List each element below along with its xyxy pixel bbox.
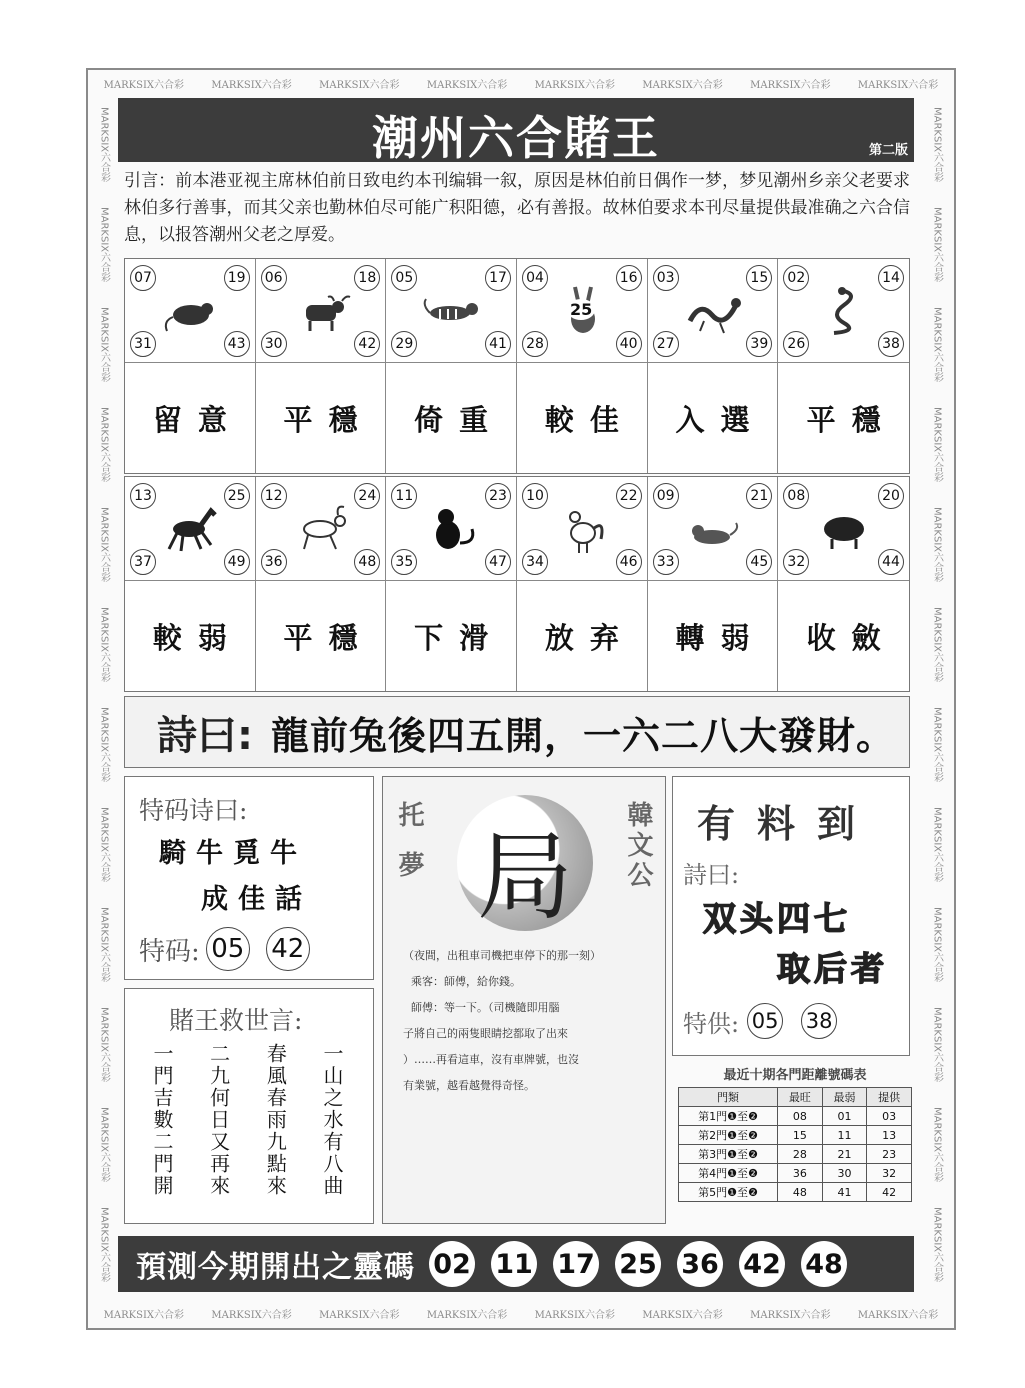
table-cell: 第5門❶至❷ (679, 1183, 778, 1202)
zodiac-grid-row-2 (124, 476, 910, 692)
rooster-icon (553, 499, 613, 559)
special-code-ball: 05 (206, 927, 250, 971)
saying-column: 春風春雨九點來 (263, 1043, 288, 1197)
prediction-ball: 02 (429, 1241, 475, 1287)
ox-icon (292, 281, 352, 341)
prediction-ball: 25 (615, 1241, 661, 1287)
material-box (672, 776, 910, 1056)
gate-table-panel (678, 1064, 912, 1202)
prediction-ball: 36 (677, 1241, 723, 1287)
material-code-label: 特供: (683, 1009, 740, 1038)
zodiac-cell (648, 259, 779, 363)
number-circle: 40 (616, 331, 642, 357)
number-circle: 16 (616, 265, 642, 291)
number-circle: 07 (130, 265, 156, 291)
zodiac-cell (517, 259, 648, 363)
dream-right-title: 韓文公 (623, 801, 653, 891)
table-cell: 03 (867, 1107, 912, 1126)
special-code-ball: 42 (266, 927, 310, 971)
number-circle: 15 (746, 265, 772, 291)
special-code-label: 特码: (139, 936, 200, 967)
table-row (679, 1145, 912, 1164)
special-line-2: 成佳話 (201, 884, 312, 915)
number-circle: 14 (878, 265, 904, 291)
monkey-icon (422, 499, 482, 559)
table-cell: 第3門❶至❷ (679, 1145, 778, 1164)
prediction-label: 預測今期開出之靈碼 (136, 1250, 415, 1285)
number-circle: 21 (746, 483, 772, 509)
dragon-icon (684, 281, 744, 341)
saying-box (124, 988, 374, 1224)
number-circle: 46 (616, 549, 642, 575)
number-circle: 36 (261, 549, 287, 575)
dog-icon (684, 499, 744, 559)
number-circle: 25 (224, 483, 250, 509)
number-circle: 17 (485, 265, 511, 291)
table-cell: 11 (822, 1126, 867, 1145)
number-circle: 03 (653, 265, 679, 291)
zodiac-word: 放弃 (517, 581, 648, 691)
dream-story (403, 943, 653, 1099)
number-circle: 19 (224, 265, 250, 291)
table-cell: 41 (822, 1183, 867, 1202)
table-row (679, 1126, 912, 1145)
zodiac-word: 平穩 (256, 363, 387, 473)
number-circle: 31 (130, 331, 156, 357)
special-code-box (124, 776, 374, 980)
poem-banner (124, 696, 910, 768)
number-circle: 45 (746, 549, 772, 575)
tiger-icon (422, 281, 482, 341)
zodiac-word: 平穩 (806, 402, 897, 437)
prediction-ball: 48 (801, 1241, 847, 1287)
snake-icon (814, 281, 874, 341)
number-circle: 23 (485, 483, 511, 509)
table-header: 提供 (867, 1088, 912, 1107)
number-circle: 37 (130, 549, 156, 575)
number-circle: 06 (261, 265, 287, 291)
table-row (679, 1107, 912, 1126)
number-circle: 28 (522, 331, 548, 357)
number-circle: 38 (878, 331, 904, 357)
table-cell: 01 (822, 1107, 867, 1126)
table-cell: 30 (822, 1164, 867, 1183)
number-circle: 26 (783, 331, 809, 357)
overlay-number: 25 (567, 299, 595, 320)
number-circle: 11 (391, 483, 417, 509)
saying-title: 賭王救世言: (169, 1006, 303, 1035)
table-header: 最弱 (822, 1088, 867, 1107)
poem-label: 詩曰: (157, 712, 253, 759)
dream-line: 子將自己的兩隻眼睛挖都取了出來 (403, 1027, 568, 1040)
number-circle: 43 (224, 331, 250, 357)
number-circle: 08 (783, 483, 809, 509)
table-cell: 08 (778, 1107, 823, 1126)
zodiac-cell (125, 477, 256, 581)
number-circle: 39 (746, 331, 772, 357)
dream-box (382, 776, 666, 1224)
saying-columns (149, 1043, 345, 1215)
number-circle: 02 (783, 265, 809, 291)
saying-column: 二九何日又再來 (206, 1043, 231, 1197)
material-code-ball: 38 (801, 1003, 837, 1039)
zodiac-word: 較弱 (125, 581, 256, 691)
prediction-ball: 17 (553, 1241, 599, 1287)
zodiac-cell (778, 259, 909, 363)
table-header-row (679, 1088, 912, 1107)
table-cell: 36 (778, 1164, 823, 1183)
table-cell: 21 (822, 1145, 867, 1164)
table-cell: 13 (867, 1126, 912, 1145)
material-line-2: 取后者 (777, 949, 888, 988)
zodiac-word: 留意 (125, 363, 256, 473)
table-header: 最旺 (778, 1088, 823, 1107)
table-header: 門類 (679, 1088, 778, 1107)
dream-line: （夜間，出租車司機把車停下的那一刻） (403, 949, 601, 962)
material-label: 詩曰: (683, 861, 740, 889)
zodiac-word: 收斂 (806, 620, 897, 655)
zodiac-cell (386, 477, 517, 581)
title-bar (118, 98, 914, 165)
zodiac-cell (256, 259, 387, 363)
prediction-ball: 11 (491, 1241, 537, 1287)
gate-table (678, 1087, 912, 1202)
zodiac-cell (386, 259, 517, 363)
prediction-ball: 42 (739, 1241, 785, 1287)
material-code-ball: 05 (747, 1003, 783, 1039)
zodiac-cell (125, 259, 256, 363)
zodiac-word: 較佳 (517, 363, 648, 473)
zodiac-word: 平穩 (256, 581, 387, 691)
number-circle: 47 (485, 549, 511, 575)
poem-text: 龍前兔後四五開，一六二八大發財。 (271, 713, 896, 758)
watermark-right: MARKSIX六合彩 MARKSIX六合彩 MARKSIX六合彩 MARKSIX六合彩 MARKSIX六合彩 MARKSIX六合彩 MARKSIX六合彩 MARKSIX六合彩 MARKSIX六合彩 MARKSIX六合彩 MARKSIX六合彩 MARKSIX六合彩 (931, 107, 943, 1283)
material-line-1: 双头四七 (703, 899, 851, 938)
number-circle: 05 (391, 265, 417, 291)
number-circle: 29 (391, 331, 417, 357)
table-cell: 48 (778, 1183, 823, 1202)
number-circle: 33 (653, 549, 679, 575)
number-circle: 20 (878, 483, 904, 509)
number-circle: 04 (522, 265, 548, 291)
dream-line: 有業號，越看越覺得奇怪。 (403, 1079, 535, 1092)
number-circle: 12 (261, 483, 287, 509)
table-cell: 第2門❶至❷ (679, 1126, 778, 1145)
goat-icon (292, 499, 352, 559)
watermark-left: MARKSIX六合彩 MARKSIX六合彩 MARKSIX六合彩 MARKSIX六合彩 MARKSIX六合彩 MARKSIX六合彩 MARKSIX六合彩 MARKSIX六合彩 MARKSIX六合彩 MARKSIX六合彩 MARKSIX六合彩 MARKSIX六合彩 (98, 107, 110, 1283)
number-circle: 22 (616, 483, 642, 509)
prediction-bar (118, 1236, 914, 1292)
zodiac-word: 下滑 (386, 581, 517, 691)
watermark-bottom: MARKSIX六合彩 MARKSIX六合彩 MARKSIX六合彩 MARKSIX六合彩 MARKSIX六合彩 MARKSIX六合彩 MARKSIX六合彩 MARKSIX六合彩 (103, 1309, 939, 1321)
zodiac-word: 倚重 (386, 363, 517, 473)
table-row (679, 1164, 912, 1183)
number-circle: 48 (354, 549, 380, 575)
special-line-1: 騎牛覓牛 (159, 838, 307, 869)
material-code-row (683, 1003, 837, 1039)
dream-logo-char: 局 (477, 821, 573, 933)
zodiac-word: 轉弱 (648, 581, 779, 691)
watermark-top: MARKSIX六合彩 MARKSIX六合彩 MARKSIX六合彩 MARKSIX六合彩 MARKSIX六合彩 MARKSIX六合彩 MARKSIX六合彩 MARKSIX六合彩 (103, 79, 939, 91)
dream-left-title: 托夢 (394, 801, 424, 901)
dream-line: 乘客：師傅，給你錢。 (411, 975, 521, 988)
table-cell: 15 (778, 1126, 823, 1145)
dream-line: ）……再看這車，沒有車牌號，也沒 (403, 1053, 579, 1066)
rat-icon (161, 281, 221, 341)
pig-icon (814, 499, 874, 559)
number-circle: 13 (130, 483, 156, 509)
number-circle: 27 (653, 331, 679, 357)
gate-table-title: 最近十期各門距離號碼表 (723, 1068, 867, 1083)
table-cell: 28 (778, 1145, 823, 1164)
saying-column: 一山之水有八曲 (319, 1043, 344, 1197)
number-circle: 44 (878, 549, 904, 575)
number-circle: 42 (354, 331, 380, 357)
zodiac-cell (648, 477, 779, 581)
horse-icon (161, 499, 221, 559)
table-cell: 32 (867, 1164, 912, 1183)
dream-line: 師傅：等一下。（司機隨即用腦 (411, 1001, 560, 1014)
number-circle: 32 (783, 549, 809, 575)
table-cell: 23 (867, 1145, 912, 1164)
table-row (679, 1183, 912, 1202)
table-cell: 第4門❶至❷ (679, 1164, 778, 1183)
zodiac-cell (256, 477, 387, 581)
number-circle: 34 (522, 549, 548, 575)
number-circle: 49 (224, 549, 250, 575)
table-cell: 第1門❶至❷ (679, 1107, 778, 1126)
zodiac-cell (778, 477, 909, 581)
number-circle: 09 (653, 483, 679, 509)
material-heading: 有料到 (697, 802, 878, 846)
zodiac-grid-row-1 (124, 258, 910, 474)
zodiac-cell (517, 477, 648, 581)
number-circle: 18 (354, 265, 380, 291)
table-cell: 42 (867, 1183, 912, 1202)
number-circle: 41 (485, 331, 511, 357)
page-title: 潮州六合賭王 (372, 111, 660, 165)
number-circle: 30 (261, 331, 287, 357)
special-label: 特码诗曰: (139, 796, 248, 825)
number-circle: 35 (391, 549, 417, 575)
intro-text: 引言：前本港亚视主席林伯前日致电约本刊编辑一叙，原因是林伯前日偶作一梦，梦见潮州乡亲父老要求林伯多行善事，而其父亲也勤林伯尽可能广积阳德，必有善报。故林伯要求本刊尽量提供最准确之六合信息，以报答潮州父老之厚爱。 (124, 171, 910, 245)
special-code-row (139, 927, 310, 971)
main-content (118, 98, 914, 1298)
saying-column: 一門吉數二門開 (150, 1043, 174, 1197)
zodiac-word: 入選 (648, 363, 779, 473)
edition-label: 第二版 (868, 143, 908, 158)
number-circle: 24 (354, 483, 380, 509)
number-circle: 10 (522, 483, 548, 509)
